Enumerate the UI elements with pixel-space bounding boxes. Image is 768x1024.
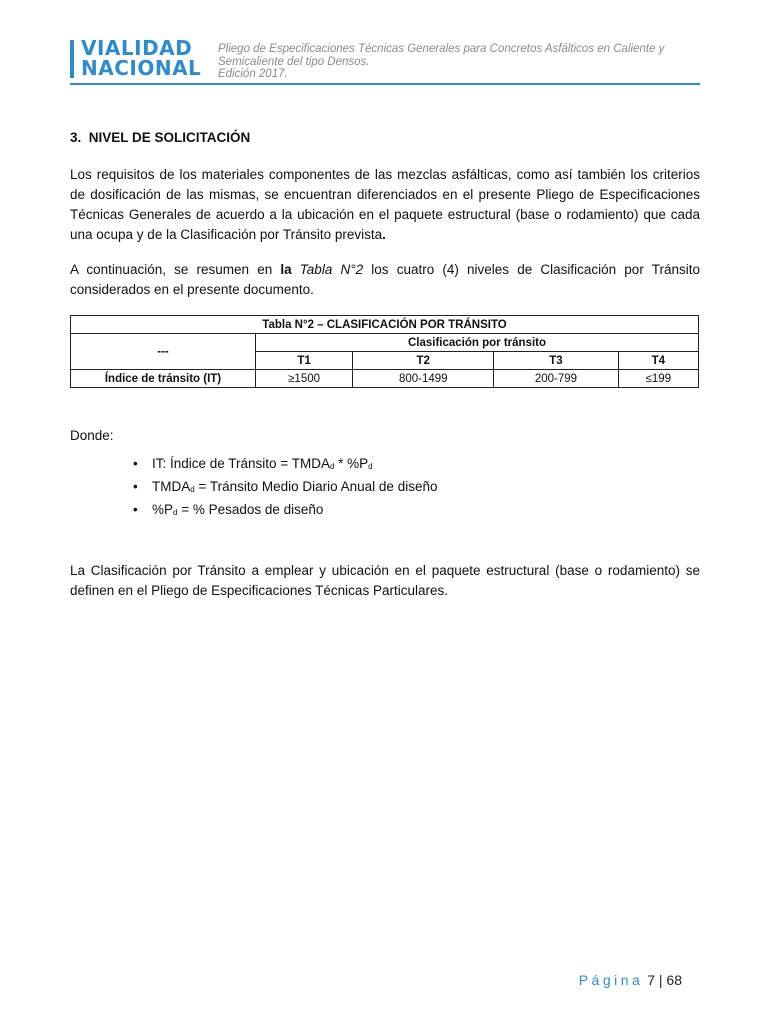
bullet-marker: • xyxy=(133,479,138,494)
page-separator: | xyxy=(655,972,667,988)
paragraph-requirements-period: . xyxy=(382,227,386,242)
paragraph-summary-after: los cuatro (4) niveles de Clasificación por Tránsito considerados en el presente documento. xyxy=(70,262,700,297)
definition-text: %P xyxy=(152,502,174,517)
document-title-line-2: Semicaliente del tipo Densos. xyxy=(218,55,370,68)
definition-text: = Tránsito Medio Diario Anual de diseño xyxy=(194,479,438,494)
list-item xyxy=(133,477,700,500)
paragraph-summary-space xyxy=(292,262,300,277)
list-item xyxy=(133,454,700,477)
bullet-marker: • xyxy=(133,456,138,471)
traffic-classification-table xyxy=(70,315,699,388)
page-header xyxy=(70,38,700,84)
table-col-header: T3 xyxy=(494,352,618,370)
subscript: d xyxy=(173,508,178,517)
table-cell: ≤199 xyxy=(618,370,698,388)
table-cell: 200-799 xyxy=(494,370,618,388)
paragraph-summary-la: la xyxy=(280,262,292,277)
table-corner-cell: --- xyxy=(71,334,256,370)
table-cell: 800-1499 xyxy=(353,370,494,388)
page-total: 68 xyxy=(666,972,682,988)
table-col-header: T4 xyxy=(618,352,698,370)
definition-text: * %P xyxy=(334,456,369,471)
table-group-header: Clasificación por tránsito xyxy=(256,334,699,352)
bullet-marker: • xyxy=(133,502,138,517)
page-content xyxy=(70,128,700,615)
definition-text: = % Pesados de diseño xyxy=(177,502,324,517)
section-heading xyxy=(70,128,700,148)
document-edition: Edición 2017. xyxy=(218,68,288,80)
header-divider xyxy=(70,83,700,85)
table-row xyxy=(71,370,699,388)
table-title: Tabla N°2 – CLASIFICACIÓN POR TRÁNSITO xyxy=(71,316,699,334)
section-title: NIVEL DE SOLICITACIÓN xyxy=(88,130,251,145)
logo-line-1: VIALIDAD xyxy=(81,36,193,60)
subscript: d xyxy=(190,485,195,494)
document-title xyxy=(218,43,700,81)
paragraph-requirements xyxy=(70,165,700,245)
page-number: 7 xyxy=(647,972,655,988)
subscript: d xyxy=(329,462,335,471)
page-label: Página xyxy=(578,972,644,988)
donde-label: Donde: xyxy=(70,428,114,443)
subscript: d xyxy=(368,462,373,471)
logo-line-2: NACIONAL xyxy=(81,56,202,80)
vialidad-nacional-logo xyxy=(81,38,201,78)
definitions-list xyxy=(70,454,700,523)
logo-accent-bar xyxy=(70,40,74,78)
table-col-header: T1 xyxy=(256,352,353,370)
page-footer xyxy=(579,972,682,988)
paragraph-summary-before: A continuación, se resumen en xyxy=(70,262,281,277)
list-item xyxy=(133,500,700,523)
definition-text: TMDA xyxy=(152,479,191,494)
table-col-header: T2 xyxy=(353,352,494,370)
paragraph-requirements-text: Los requisitos de los materiales componentes de las mezclas asfálticas, como así también los criterios de dosificación de las mismas, se encuentran diferenciados en el presente Pliego de Especificaciones Técnicas Generales de acuerdo a la ubicación en el paquete estructural (base o rodamiento) que cada una ocupa y de la Clasificación por Tránsito prevista xyxy=(70,167,700,242)
paragraph-closing: La Clasificación por Tránsito a emplear y ubicación en el paquete estructural (base o rodamiento) se definen en el Pliego de Especificaciones Técnicas Particulares. xyxy=(70,563,700,598)
table-row-label: Índice de tránsito (IT) xyxy=(71,370,256,388)
paragraph-summary xyxy=(70,260,700,300)
document-title-line-1: Pliego de Especificaciones Técnicas Generales para Concretos Asfálticos en Caliente y xyxy=(218,43,665,55)
section-number: 3. xyxy=(70,130,82,145)
table-reference: Tabla N°2 xyxy=(299,262,364,277)
definition-text: IT: Índice de Tránsito = TMDA xyxy=(152,456,330,471)
table-cell: ≥1500 xyxy=(256,370,353,388)
